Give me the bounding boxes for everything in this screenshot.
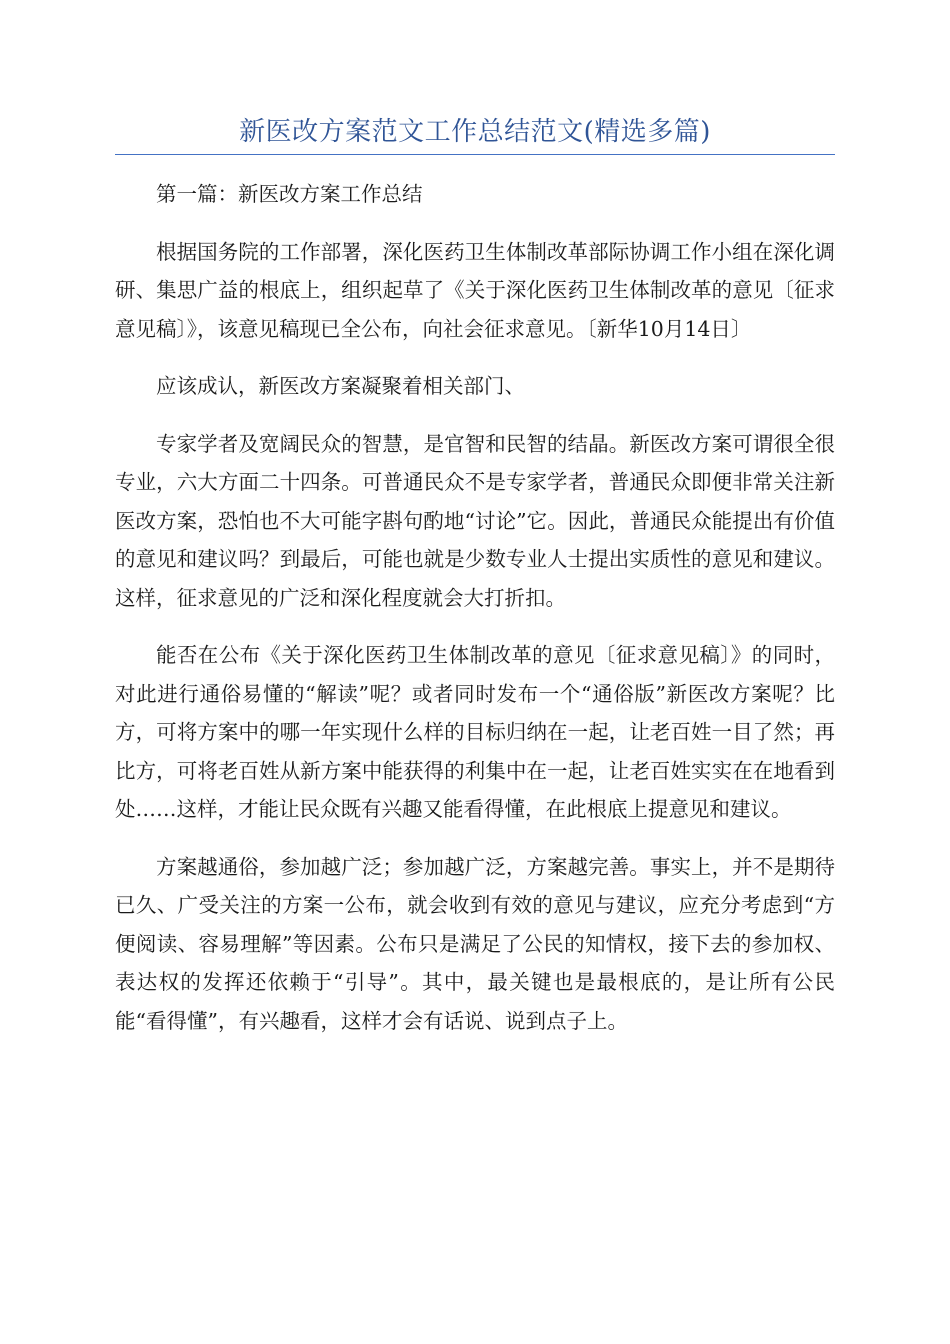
paragraph-1: 根据国务院的工作部署，深化医药卫生体制改革部际协调工作小组在深化调研、集思广益的根底上，组织起草了《关于深化医药卫生体制改革的意见〔征求意见稿〕》，该意见稿现已全公布，向社会征求意见。〔新华10月14日〕	[115, 239, 835, 341]
title-underline	[115, 154, 835, 155]
paragraph-2: 应该成认，新医改方案凝聚着相关部门、	[156, 374, 525, 398]
document-body	[115, 175, 835, 1059]
paragraph-5: 方案越通俗，参加越广泛；参加越广泛，方案越完善。事实上，并不是期待已久、广受关注的方案一公布，就会收到有效的意见与建议，应充分考虑到“方便阅读、容易理解”等因素。公布只是满足了公民的知情权，接下去的参加权、表达权的发挥还依赖于“引导”。其中，最关键也是最根底的，是让所有公民能“看得懂”，有兴趣看，这样才会有话说、说到点子上。	[115, 854, 835, 1033]
document-title: 新医改方案范文工作总结范文(精选多篇)	[239, 117, 711, 147]
paragraph-4: 能否在公布《关于深化医药卫生体制改革的意见〔征求意见稿〕》的同时，对此进行通俗易懂的“解读”呢？或者同时发布一个“通俗版”新医改方案呢？比方，可将方案中的哪一年实现什么样的目标归纳在一起，让老百姓一目了然；再比方，可将老百姓从新方案中能获得的利集中在一起，让老百姓实实在在地看到处……这样，才能让民众既有兴趣又能看得懂，在此根底上提意见和建议。	[115, 643, 835, 821]
section-heading: 第一篇：新医改方案工作总结	[156, 182, 423, 206]
paragraph-3: 专家学者及宽阔民众的智慧，是官智和民智的结晶。新医改方案可谓很全很专业，六大方面二十四条。可普通民众不是专家学者，普通民众即便非常关注新医改方案，恐怕也不大可能字斟句酌地“讨论”它。因此，普通民众能提出有价值的意见和建议吗？到最后，可能也就是少数专业人士提出实质性的意见和建议。这样，征求意见的广泛和深化程度就会大打折扣。	[115, 431, 835, 610]
